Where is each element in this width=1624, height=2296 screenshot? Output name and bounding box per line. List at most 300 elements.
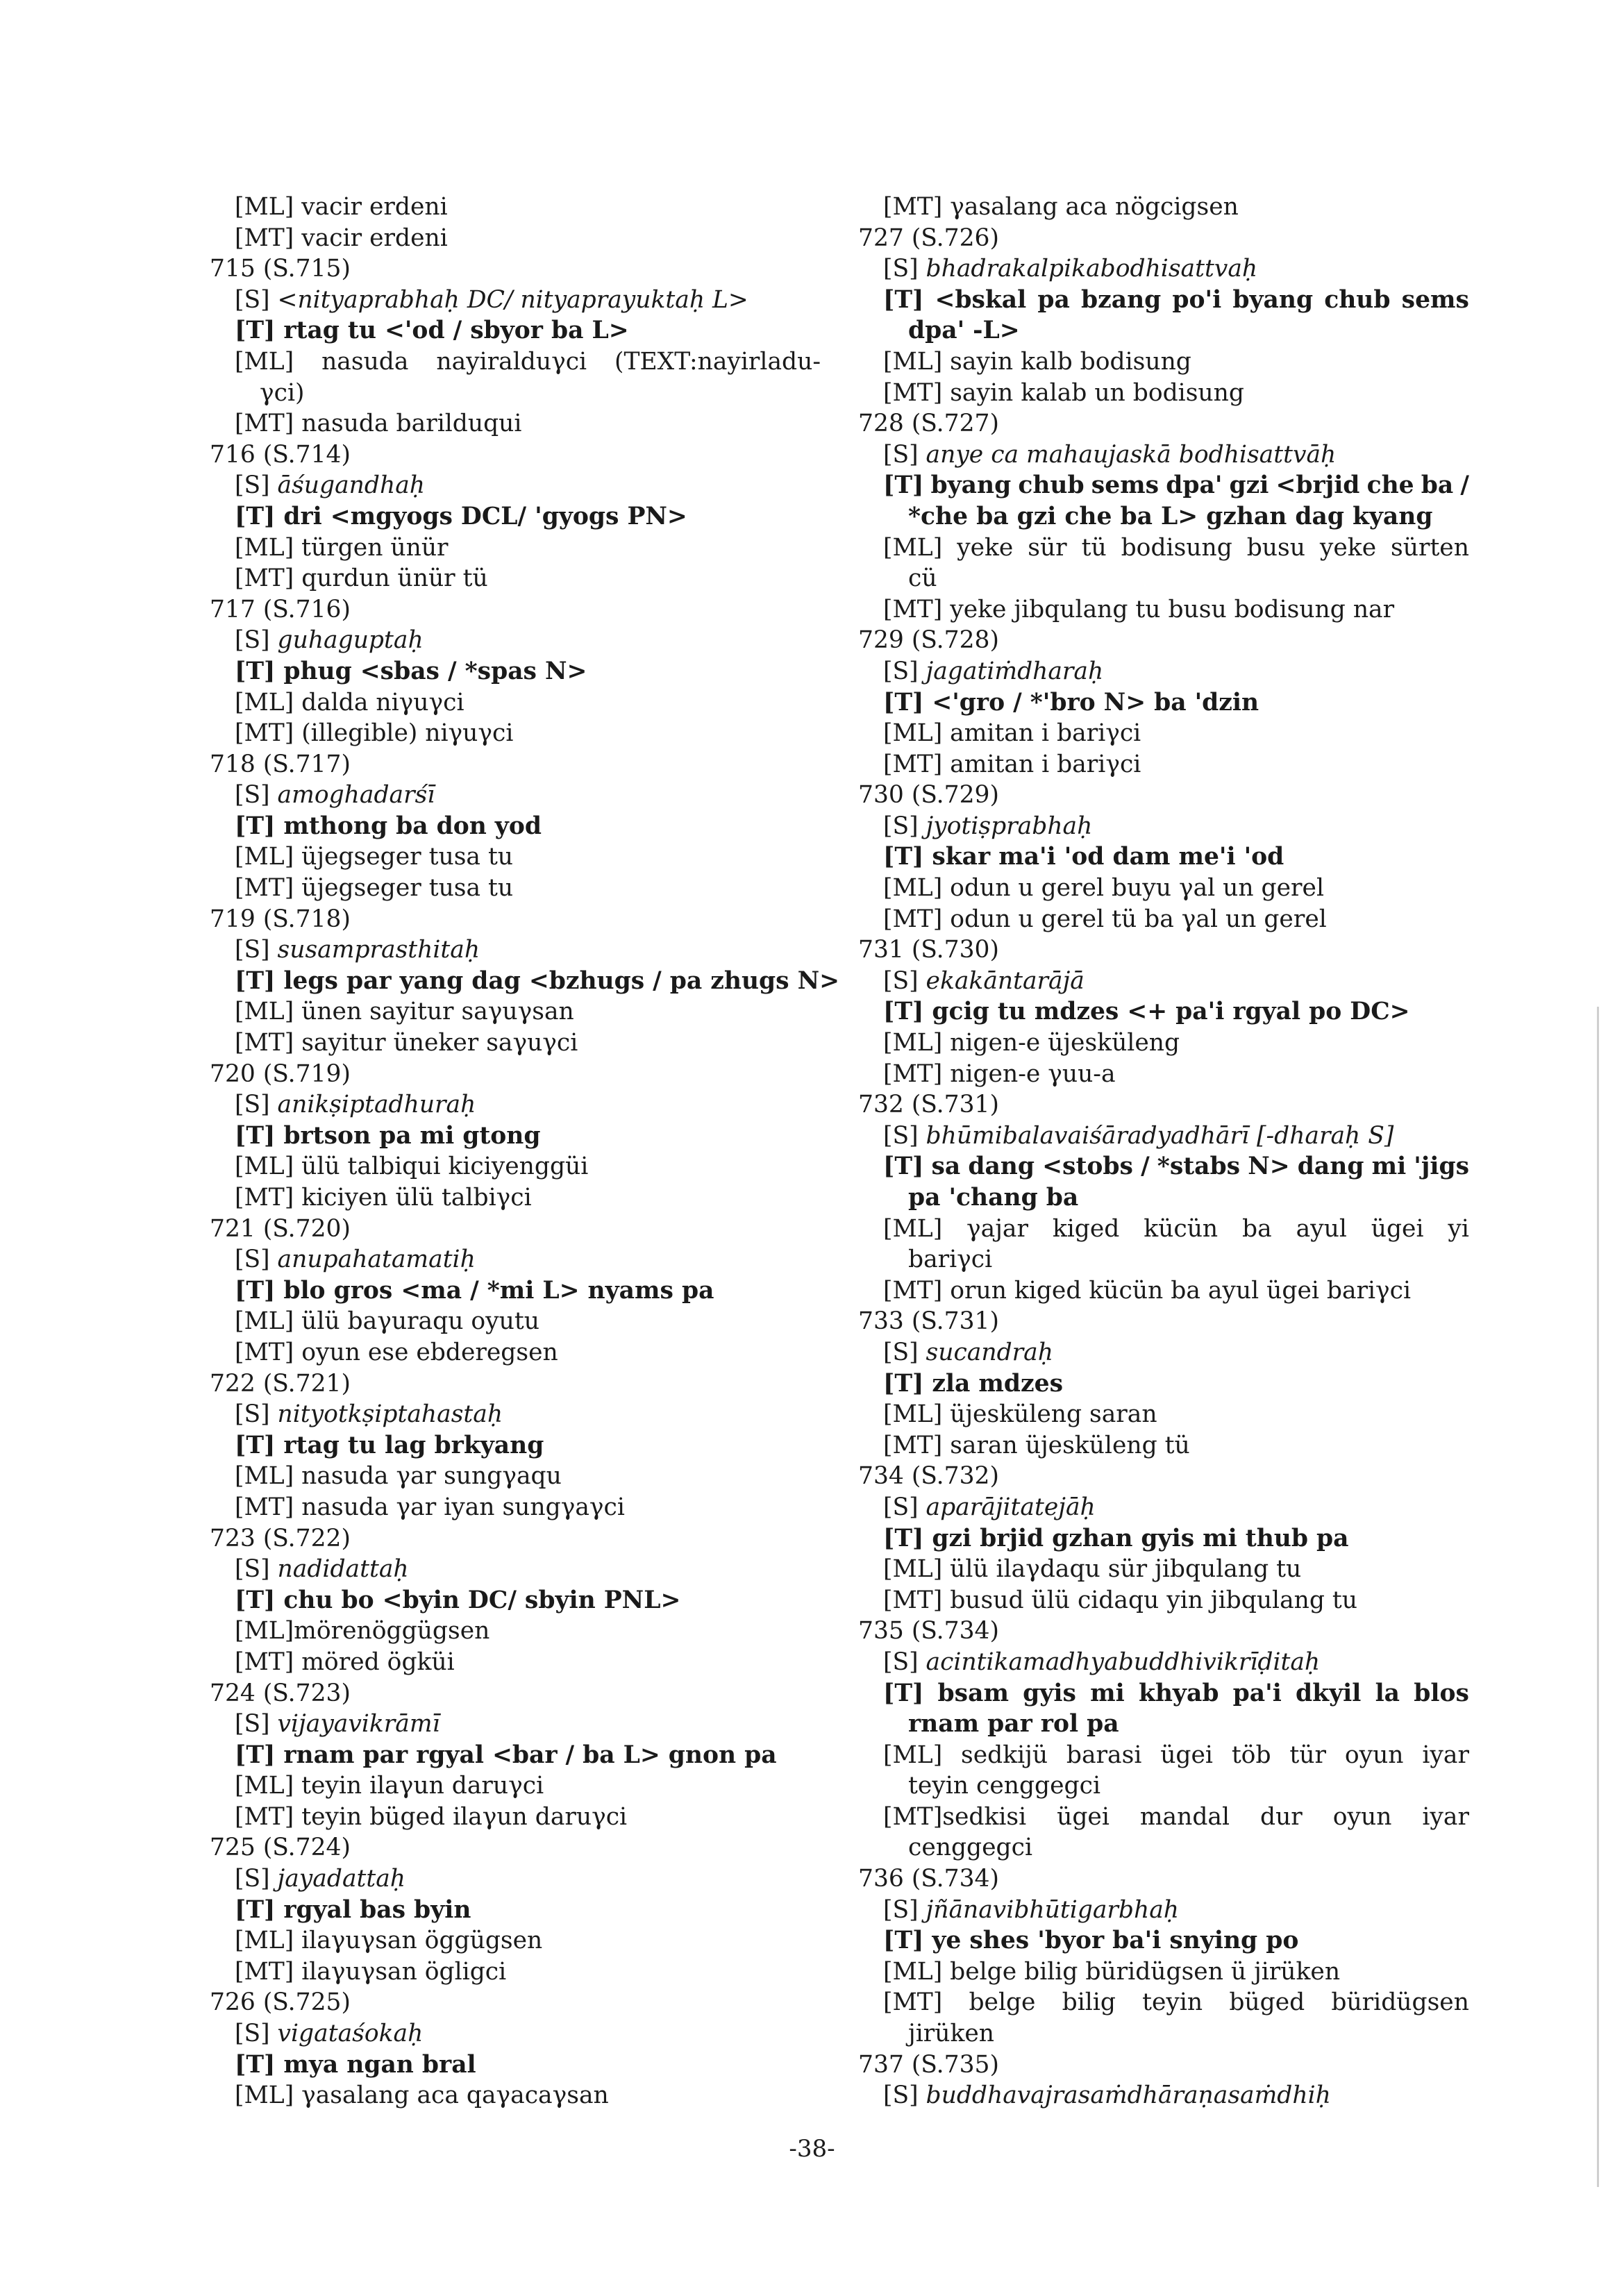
sanskrit-term: <nityaprabhaḥ DC/ nityaprayuktaḥ L> (277, 285, 748, 314)
entry-number (858, 1863, 1469, 1895)
word: barasi (1066, 1741, 1142, 1769)
entry-line (210, 1461, 821, 1492)
line-text: *che ba gzi che ba L> gzhan dag kyang (908, 502, 1433, 530)
entry-line (858, 346, 1469, 378)
entry-line (858, 1492, 1469, 1523)
line-text: [MT] oyun ese ebderegsen (235, 1338, 558, 1366)
word: ügei (1160, 1741, 1213, 1769)
word: oyun (1344, 1741, 1404, 1769)
line-text: [MT] qurdun ünür tü (235, 564, 488, 593)
word: iyar (1422, 1741, 1469, 1769)
line-text: 716 (S.714) (210, 440, 351, 469)
entry-line (210, 841, 821, 873)
line-text: [T] rnam par rgyal <bar / ba L> gnon pa (235, 1741, 777, 1769)
word: bilig (1062, 1988, 1116, 2017)
word: N> (1248, 1153, 1290, 1181)
word: [ML] (883, 1741, 943, 1769)
line-text: [T] rtag tu <'od / sbyor ba L> (235, 317, 629, 345)
line-text: [ML] ilaγuγsan öggügsen (235, 1927, 543, 1955)
entry-number (858, 1616, 1469, 1647)
word: [MT] (883, 1988, 943, 2017)
entry-line-continuation (858, 1832, 1469, 1863)
line-text: [ML] ülü baγuraqu oyutu (235, 1307, 539, 1336)
line-text: [T] legs par yang dag <bzhugs / pa zhugs N> (235, 966, 840, 995)
entry-line (858, 285, 1469, 316)
line-text: [MT] nigen-e γuu-a (883, 1059, 1116, 1088)
word: <bskal (935, 285, 1027, 314)
line-text: 717 (S.716) (210, 595, 351, 623)
line-text: [MT] ilaγuγsan ögligci (235, 1957, 507, 1986)
word: dang (968, 1153, 1035, 1181)
entry-line (210, 2050, 821, 2081)
line-text: [ML]mörenöggügsen (235, 1617, 490, 1645)
line-text: [MT] amitan i bariγci (883, 750, 1141, 778)
line-text: 722 (S.721) (210, 1369, 351, 1398)
line-text: 731 (S.730) (858, 936, 999, 964)
word: [MT]sedkisi (883, 1802, 1027, 1831)
line-text: [MT] vacir erdeni (235, 224, 448, 252)
entry-line (858, 1802, 1469, 1833)
line-text: [MT] üjegseger tusa tu (235, 874, 514, 903)
entry-line (858, 1368, 1469, 1400)
entry-line (858, 811, 1469, 842)
word: busu (1246, 533, 1305, 562)
word: (TEXT:nayirladu- (614, 347, 821, 376)
entry-line (210, 780, 821, 811)
entry-line (210, 533, 821, 564)
line-text: 736 (S.734) (858, 1865, 999, 1893)
entry-number (858, 935, 1469, 966)
line-text: [T] blo gros <ma / *mi L> nyams pa (235, 1276, 714, 1305)
line-text: [S] (235, 2020, 278, 2048)
entry-line (858, 192, 1469, 223)
line-text: [ML] vacir erdeni (235, 193, 448, 221)
sanskrit-term: ekakāntarājā (926, 966, 1085, 995)
line-text: [S] (883, 1338, 926, 1366)
entry-line (858, 718, 1469, 749)
entry-line (210, 718, 821, 749)
line-text: [ML] odun u gerel buyu γal un gerel (883, 874, 1324, 903)
line-text: [S] (235, 285, 278, 314)
entry-line (210, 1616, 821, 1647)
word: khyab (1138, 1679, 1219, 1707)
line-text: [MT] busud ülü cidaqu yin jibqulang tu (883, 1586, 1358, 1614)
sanskrit-term: bhūmibalavaiśāradyadhārī [-dharaḥ S] (926, 1121, 1394, 1150)
word: [T] (883, 1679, 924, 1707)
sanskrit-term: jyotiṣprabhaḥ (926, 812, 1093, 840)
sanskrit-term: nadidattaḥ (277, 1555, 409, 1584)
line-text: 735 (S.734) (858, 1617, 999, 1645)
entry-line-continuation (858, 563, 1469, 594)
entry-line (210, 996, 821, 1028)
sanskrit-term: jayadattaḥ (277, 1865, 406, 1893)
word: [ML] (883, 533, 943, 562)
sanskrit-term: susamprasthitaḥ (277, 936, 480, 964)
sanskrit-term: aparājitatejāḥ (926, 1493, 1096, 1521)
entry-line (210, 1337, 821, 1368)
entry-number (210, 594, 821, 626)
word: tür (1289, 1741, 1326, 1769)
word: sems (1091, 471, 1160, 500)
line-text: [T] mthong ba don yod (235, 812, 542, 840)
word: kiged (1052, 1214, 1120, 1243)
word: *stabs (1157, 1153, 1241, 1181)
line-text: [S] (883, 440, 926, 469)
word: pa (1037, 285, 1070, 314)
line-text: [ML] sayin kalb bodisung (883, 347, 1191, 376)
entry-line (210, 1925, 821, 1956)
entry-line (210, 1492, 821, 1523)
word: <stobs (1042, 1153, 1133, 1181)
sanskrit-term: jagatiṁdharaḥ (926, 657, 1104, 685)
word: <brjid (1275, 471, 1360, 500)
entry-line (210, 1709, 821, 1740)
entry-line (210, 625, 821, 656)
line-text: [MT] kiciyen ülü talbiγci (235, 1184, 532, 1212)
word: nayiralduγci (436, 347, 587, 376)
entry-number (210, 1832, 821, 1863)
entry-line (210, 346, 821, 378)
entry-line (858, 1647, 1469, 1678)
word: pa'i (1232, 1679, 1282, 1707)
sanskrit-term: bhadrakalpikabodhisattvaḥ (926, 255, 1258, 283)
word: ügei (1057, 1802, 1110, 1831)
entry-line (210, 2080, 821, 2111)
line-text: [ML] nasuda γar sungγaqu (235, 1462, 562, 1491)
right-column (858, 192, 1469, 2111)
word: [ML] (883, 1214, 943, 1243)
entry-line (210, 501, 821, 533)
word: [T] (883, 285, 924, 314)
line-text: 719 (S.718) (210, 905, 351, 933)
line-text: [T] chu bo <byin DC/ sbyin PNL> (235, 1586, 681, 1614)
line-text: 733 (S.731) (858, 1307, 999, 1336)
sanskrit-term: anikṣiptadhuraḥ (277, 1091, 476, 1119)
entry-line (210, 1863, 821, 1895)
entry-number (858, 223, 1469, 254)
word: ügei (1371, 1214, 1424, 1243)
line-text: cenggegci (908, 1834, 1032, 1862)
line-text: [S] (235, 936, 278, 964)
word: bsam (937, 1679, 1009, 1707)
line-text: [T] rgyal bas byin (235, 1895, 471, 1924)
word: yeke (1319, 533, 1377, 562)
line-text: 715 (S.715) (210, 255, 351, 283)
line-text: [S] (883, 1493, 926, 1521)
line-text: 718 (S.717) (210, 750, 351, 778)
word: / (1141, 1153, 1150, 1181)
entry-line (210, 1585, 821, 1616)
line-text: [ML] ünen sayitur saγuγsan (235, 998, 574, 1026)
entry-number (210, 1059, 821, 1090)
line-text: [ML] belge bilig büridügsen ü jirüken (883, 1957, 1341, 1986)
line-text: 724 (S.723) (210, 1679, 351, 1707)
entry-line (210, 1399, 821, 1430)
entry-line (858, 1585, 1469, 1616)
entry-line-continuation (858, 1244, 1469, 1275)
word: sedkijü (961, 1741, 1048, 1769)
sanskrit-term: nityotkṣiptahastaḥ (277, 1400, 503, 1429)
entry-line (858, 533, 1469, 564)
word: yeke (957, 533, 1014, 562)
word: [T] (883, 471, 924, 500)
entry-number (210, 1523, 821, 1555)
entry-line (858, 1275, 1469, 1307)
entry-line (210, 1430, 821, 1461)
line-text: [MT] γasalang aca nögcigsen (883, 193, 1239, 221)
entry-number (858, 1461, 1469, 1492)
entry-line (858, 1678, 1469, 1709)
entry-line (858, 1151, 1469, 1182)
line-text: [T] zla mdzes (883, 1369, 1063, 1398)
word: chub (1018, 471, 1085, 500)
word: la (1375, 1679, 1400, 1707)
entry-line (210, 1895, 821, 1926)
word: γajar (966, 1214, 1028, 1243)
line-text: [ML] ülü talbiqui kiciyenggüi (235, 1153, 589, 1181)
line-text: pa 'chang ba (908, 1184, 1079, 1212)
sanskrit-term: jñānavibhūtigarbhaḥ (926, 1895, 1179, 1924)
line-text: [T] brtson pa mi gtong (235, 1121, 541, 1150)
entry-line (858, 1987, 1469, 2018)
line-text: [ML] üjesküleng saran (883, 1400, 1157, 1429)
entry-number (210, 253, 821, 285)
entry-line (858, 594, 1469, 626)
word: / (1460, 471, 1469, 500)
entry-line (210, 408, 821, 439)
entry-line (210, 2018, 821, 2050)
line-text: [T] ye shes 'byor ba'i snying po (883, 1927, 1299, 1955)
entry-line (210, 470, 821, 501)
entry-line (210, 1956, 821, 1988)
entry-line (858, 1121, 1469, 1152)
word: bodisung (1121, 533, 1232, 562)
entry-line (210, 1151, 821, 1182)
line-text: [MT] teyin büged ilaγun daruγci (235, 1802, 628, 1831)
entry-line (858, 439, 1469, 471)
entry-line (858, 2080, 1469, 2111)
entry-line-continuation (858, 1770, 1469, 1802)
entry-line (858, 1337, 1469, 1368)
entry-line (210, 1089, 821, 1121)
line-text: [S] (883, 255, 926, 283)
word: kücün (1144, 1214, 1219, 1243)
line-text: [MT] (illegible) niγuγci (235, 719, 514, 748)
line-text: [MT] sayitur üneker saγuγci (235, 1029, 578, 1057)
entry-line (210, 687, 821, 719)
line-text: 732 (S.731) (858, 1091, 999, 1119)
entry-line (210, 1802, 821, 1833)
entry-number (858, 780, 1469, 811)
word: po'i (1172, 285, 1222, 314)
line-text: [MT] nasuda barilduqui (235, 410, 522, 438)
word: dpa' (1166, 471, 1223, 500)
line-text: [ML] türgen ünür (235, 533, 449, 562)
entry-line (858, 1430, 1469, 1461)
line-text: 729 (S.728) (858, 626, 999, 655)
entry-line-continuation (210, 378, 821, 409)
word: sems (1401, 285, 1469, 314)
entry-line-continuation (858, 2018, 1469, 2050)
entry-line (210, 1028, 821, 1059)
entry-line (858, 1523, 1469, 1555)
line-text: [S] (883, 812, 926, 840)
line-text: cü (908, 564, 937, 593)
word: oyun (1332, 1802, 1392, 1831)
word: [ML] (235, 347, 294, 376)
sanskrit-term: buddhavajrasaṁdhāraṇasaṁdhiḥ (926, 2081, 1331, 2110)
entry-line-continuation (858, 315, 1469, 346)
line-text: [S] (235, 781, 278, 810)
line-text: [ML] dalda niγuγci (235, 688, 464, 717)
line-text: jirüken (908, 2020, 994, 2048)
word: ba (1421, 471, 1454, 500)
line-text: [S] (235, 1555, 278, 1584)
word: byang (1232, 285, 1314, 314)
entry-line-continuation (858, 501, 1469, 533)
line-text: [S] (883, 1121, 926, 1150)
entry-line (210, 1740, 821, 1771)
entry-number (210, 1214, 821, 1245)
line-text: [T] dri <mgyogs DCL/ 'gyogs PN> (235, 502, 687, 530)
entry-line (210, 315, 821, 346)
left-column (210, 192, 840, 2111)
line-text: [S] (883, 1895, 926, 1924)
line-text: [T] mya ngan bral (235, 2050, 476, 2079)
entry-line (858, 904, 1469, 935)
line-text: 723 (S.722) (210, 1524, 351, 1552)
entry-line (858, 253, 1469, 285)
entry-line (858, 1740, 1469, 1771)
entry-line (858, 1895, 1469, 1926)
line-text: [S] (235, 1091, 278, 1119)
word: bzang (1081, 285, 1162, 314)
line-text: [T] phug <sbas / *spas N> (235, 657, 587, 685)
line-text: [MT] orun kiged kücün ba ayul ügei bariγci (883, 1276, 1412, 1305)
entry-line (858, 1925, 1469, 1956)
entry-line (858, 996, 1469, 1028)
line-text: [S] (235, 1710, 278, 1738)
line-text: 727 (S.726) (858, 224, 999, 252)
word: dkyil (1296, 1679, 1362, 1707)
entry-line (210, 1275, 821, 1307)
sanskrit-term: anye ca mahaujaskā bodhisattvāḥ (926, 440, 1337, 469)
word: che (1366, 471, 1414, 500)
entry-line (858, 1956, 1469, 1988)
line-text: [T] gzi brjid gzhan gyis mi thub pa (883, 1524, 1349, 1552)
entry-line (210, 1244, 821, 1275)
sanskrit-term: guhaguptaḥ (277, 626, 424, 655)
entry-line (210, 223, 821, 254)
entry-line (210, 285, 821, 316)
word: [T] (883, 1153, 924, 1181)
line-text: dpa' -L> (908, 317, 1020, 345)
word: ba (1242, 1214, 1272, 1243)
word: byang (930, 471, 1012, 500)
entry-line (210, 1306, 821, 1337)
sanskrit-term: āśugandhaḥ (277, 471, 425, 500)
entry-number (858, 625, 1469, 656)
entry-number (858, 2050, 1469, 2081)
entry-number (858, 1306, 1469, 1337)
line-text: [ML] üjegseger tusa tu (235, 843, 514, 871)
entry-line (858, 841, 1469, 873)
word: töb (1231, 1741, 1271, 1769)
line-text: bariγci (908, 1246, 993, 1274)
line-text: [MT] möred ögküi (235, 1648, 455, 1676)
scan-edge-mark (1597, 1007, 1599, 2187)
entry-line (210, 811, 821, 842)
line-text: 725 (S.724) (210, 1834, 351, 1862)
word: mi (1371, 1153, 1407, 1181)
line-text: [S] (883, 657, 926, 685)
entry-number (210, 1368, 821, 1400)
word: mandal (1139, 1802, 1230, 1831)
entry-line (210, 966, 840, 997)
entry-line (210, 656, 821, 687)
line-text: [T] <'gro / *'bro N> ba 'dzin (883, 688, 1259, 717)
word: teyin (1142, 1988, 1203, 2017)
line-text: [S] (235, 1246, 278, 1274)
entry-line (858, 749, 1469, 780)
line-text: 728 (S.727) (858, 410, 999, 438)
line-text: [MT] sayin kalab un bodisung (883, 378, 1244, 407)
line-text: teyin cenggegci (908, 1772, 1100, 1800)
entry-line (858, 1028, 1469, 1059)
line-text: [MT] yeke jibqulang tu busu bodisung nar (883, 595, 1395, 623)
line-text: 730 (S.729) (858, 781, 999, 810)
line-text: [T] gcig tu mdzes <+ pa'i rgyal po DC> (883, 998, 1410, 1026)
sanskrit-term: acintikamadhyabuddhivikrīḍitaḥ (926, 1648, 1321, 1676)
sanskrit-term: sucandraḥ (926, 1338, 1053, 1366)
entry-line (210, 1554, 821, 1585)
entry-line (210, 1647, 821, 1678)
word: sür (1028, 533, 1067, 562)
line-text: 726 (S.725) (210, 1988, 351, 2017)
word: dur (1259, 1802, 1303, 1831)
entry-line (858, 1059, 1469, 1090)
line-text: [S] (235, 471, 278, 500)
line-text: [ML] teyin ilaγun daruγci (235, 1772, 544, 1800)
entry-line (858, 470, 1469, 501)
entry-line (210, 1121, 821, 1152)
word: yi (1448, 1214, 1469, 1243)
word: büged (1229, 1988, 1305, 2017)
entry-line (858, 687, 1469, 719)
line-text: [T] rtag tu lag brkyang (235, 1431, 544, 1459)
line-text: [S] (883, 1648, 926, 1676)
line-text: [ML] amitan i bariγci (883, 719, 1141, 748)
entry-line (210, 1182, 821, 1214)
line-text: [MT] saran üjesküleng tü (883, 1431, 1190, 1459)
line-text: [MT] nasuda γar iyan sungγaγci (235, 1493, 625, 1521)
word: sürten (1391, 533, 1469, 562)
entry-line (858, 1214, 1469, 1245)
entry-number (210, 904, 821, 935)
entry-line-continuation (858, 1709, 1469, 1740)
sanskrit-term: vigataśokaḥ (277, 2020, 424, 2048)
line-text: 734 (S.732) (858, 1462, 999, 1491)
line-text: 737 (S.735) (858, 2050, 999, 2079)
word: büridügsen (1331, 1988, 1469, 2017)
line-text: rnam par rol pa (908, 1710, 1119, 1738)
entry-number (858, 408, 1469, 439)
word: dang (1297, 1153, 1364, 1181)
line-text: 721 (S.720) (210, 1214, 351, 1243)
entry-line (858, 966, 1469, 997)
line-text: [T] skar ma'i 'od dam me'i 'od (883, 843, 1284, 871)
entry-line (858, 656, 1469, 687)
